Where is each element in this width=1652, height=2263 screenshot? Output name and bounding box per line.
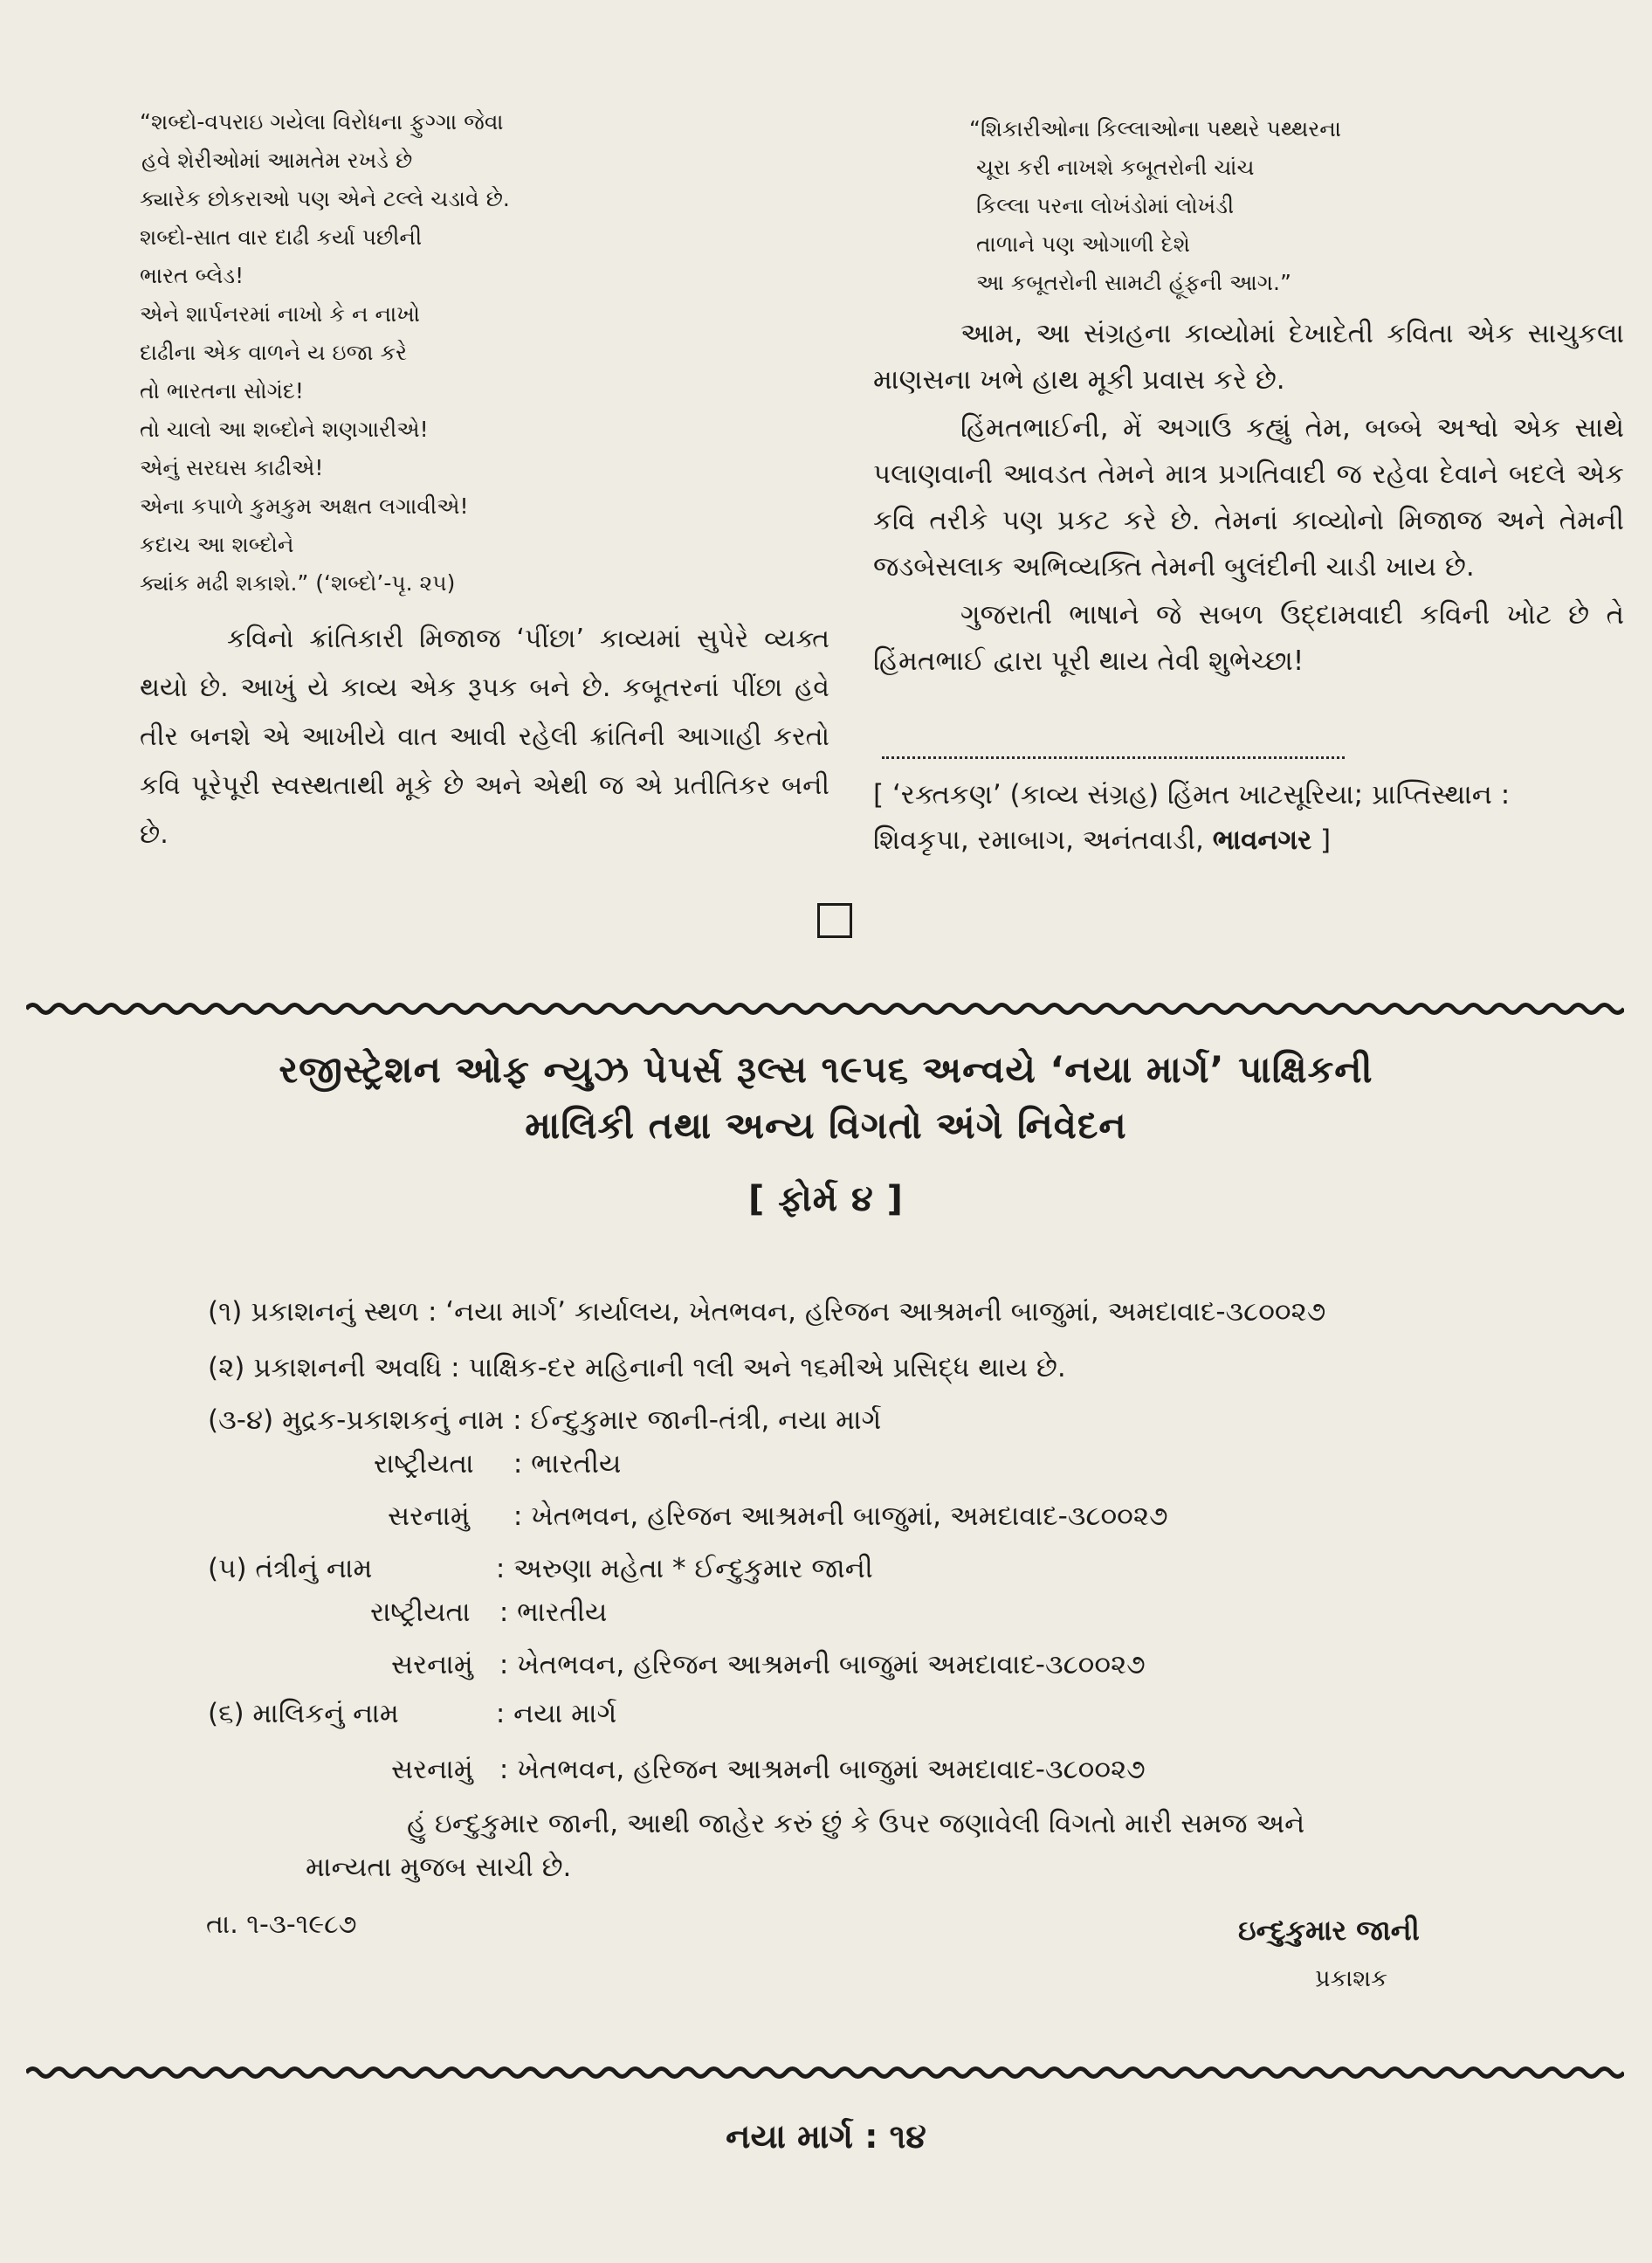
form-item-separator: : [513, 1448, 523, 1480]
right-column [873, 110, 1624, 685]
form-item-address [388, 1499, 1168, 1534]
bottom-wavy-rule [26, 2065, 1624, 2080]
form-item-label: સરનામું [391, 1649, 473, 1680]
form-item-6 [208, 1696, 616, 1731]
poem-line: કદાચ આ શબ્દોને [140, 532, 294, 557]
book-citation [873, 772, 1642, 863]
form-item-value: ઈન્દુકુમાર જાની-તંત્રી, નયા માર્ગ [530, 1404, 882, 1436]
poem-line: “શિકારીઓના કિલ્લાઓના પથ્થરે પથ્થરના [969, 116, 1341, 141]
form-item-5 [208, 1551, 873, 1586]
form-item-value: ખેતભવન, હરિજન આશ્રમની બાજુમાં અમદાવાદ-૩૮૦૦૨૭ [517, 1649, 1146, 1680]
poem-line: “શબ્દો-વપરાઇ ગયેલા વિરોધના ફુગ્ગા જેવા [140, 109, 504, 135]
top-wavy-rule [26, 1001, 1624, 1017]
form-item-label: (૩-૪) મુદ્રક-પ્રકાશકનું નામ [208, 1404, 505, 1436]
form-item-value: ખેતભવન, હરિજન આશ્રમની બાજુમાં અમદાવાદ-૩૮૦૦૨૭ [517, 1754, 1146, 1785]
citation-close: ] [1311, 824, 1332, 856]
form-item-separator: : [451, 1352, 460, 1383]
signature-name: ઇન્દુકુમાર જાની [1238, 1914, 1420, 1947]
right-paragraph: આમ, આ સંગ્રહના કાવ્યોમાં દેખાદેતી કવિતા એક સાચુકલા માણસના ખભે હાથ મૂકી પ્રવાસ કરે છે. [873, 318, 1624, 396]
form-item-label: સરનામું [391, 1754, 473, 1785]
form-item-address [391, 1752, 1146, 1787]
poem-line: તાળાને પણ ઓગાળી દેશે [976, 231, 1190, 257]
section-end-box [817, 903, 852, 938]
form-item-label: રાષ્ટ્રીયતા [374, 1448, 474, 1480]
form-item-separator: : [499, 1754, 509, 1785]
form-item-separator: : [499, 1597, 509, 1628]
form-item-label: (૬) માલિકનું નામ [208, 1698, 399, 1729]
form-item-label: સરનામું [388, 1501, 470, 1532]
right-paragraph: ગુજરાતી ભાષાને જે સબળ ઉદ્દામવાદી કવિની ખોટ છે તે હિંમતભાઈ દ્વારા પૂરી થાય તેવી શુભેચ્છા! [873, 599, 1624, 677]
right-poem [969, 110, 1624, 302]
form-item-separator: : [513, 1501, 523, 1532]
poem-line: ચૂરા કરી નાખશે કબૂતરોની ચાંચ [976, 155, 1255, 180]
poem-line: એના કપાળે કુમકુમ અક્ષત લગાવીએ! [140, 493, 469, 519]
left-poem [140, 103, 838, 603]
poem-line: એને શાર્પનરમાં નાખો કે ન નાખો [140, 301, 421, 327]
form-item-value: ‘નયા માર્ગ’ કાર્યાલય, ખેતભવન, હરિજન આશ્રમની બાજુમાં, અમદાવાદ-૩૮૦૦૨૭ [445, 1296, 1326, 1328]
poem-line: તો ભારતના સોગંદ! [140, 378, 304, 404]
citation-divider [882, 756, 1345, 759]
notice-date: તા. ૧-૩-૧૯૮૭ [206, 1909, 357, 1940]
form-item-value: પાક્ષિક-દર મહિનાની ૧લી અને ૧૬મીએ પ્રસિદ્ધ થાય છે. [468, 1352, 1066, 1383]
citation-city: ભાવનગર [1212, 824, 1312, 856]
form-item-separator: : [427, 1296, 437, 1328]
form-item-value: ભારતીય [531, 1448, 622, 1480]
citation-line-2 [873, 818, 1642, 863]
notice-heading-line-2: માલિકી તથા અન્ય વિગતો અંગે નિવેદન [525, 1104, 1127, 1147]
citation-line-1: [ ‘રક્તકણ’ (કાવ્ય સંગ્રહ) હિંમત ખાટસૂરિયા; પ્રાપ્તિસ્થાન : [873, 779, 1511, 811]
poem-line: ક્યાંક મઢી શકાશે.” (‘શબ્દો’-પૃ. ૨૫) [140, 570, 456, 596]
poem-line: ભારત બ્લેડ! [140, 263, 244, 288]
declaration-line-1: હું ઇન્દુકુમાર જાની, આથી જાહેર કરું છું કે ઉપર જણાવેલી વિગતો મારી સમજ અને [407, 1808, 1305, 1839]
poem-line: કિલ્લા પરના લોખંડોમાં લોખંડી [976, 193, 1235, 218]
poem-line: એનું સરઘસ કાઢીએ! [140, 455, 324, 480]
form-item-2 [208, 1350, 1066, 1385]
form-item-label: (૫) તંત્રીનું નામ [208, 1553, 373, 1584]
form-item-label: (૧) પ્રકાશનનું સ્થળ [208, 1296, 420, 1328]
citation-address: શિવકૃપા, રમાબાગ, અનંતવાડી, [873, 824, 1213, 856]
form-item-label: રાષ્ટ્રીયતા [370, 1597, 471, 1628]
form-item-separator: : [499, 1649, 509, 1680]
form-item-1 [208, 1294, 1325, 1329]
left-column [140, 103, 838, 859]
signature-role: પ્રકાશક [1315, 1965, 1388, 1992]
declaration-line-2: માન્યતા મુજબ સાચી છે. [306, 1852, 572, 1883]
poem-line: આ કબૂતરોની સામટી હૂંફની આગ.” [976, 270, 1291, 295]
form-item-value: અરુણા મહેતા * ઈન્દુકુમાર જાની [513, 1553, 873, 1584]
form-item-separator: : [513, 1404, 522, 1436]
left-paragraph: કવિનો ક્રાંતિકારી મિજાજ ‘પીંછા’ કાવ્યમાં સુપેરે વ્યક્ત થયો છે. આખું યે કાવ્ય એક રૂપક બને છે. કબૂતરનાં પીંછા હવે તીર બનશે એ આખીયે વાત આવી રહેલી ક્રાંતિની આગાહી કરતો કવિ પૂરેપૂરી સ્વસ્થતાથી મૂકે છે અને એથી જ એ પ્રતીતિકર બની છે. [140, 624, 829, 850]
poem-line: દાઢીના એક વાળને ય ઇજા કરે [140, 340, 408, 365]
form-item-separator: : [495, 1553, 506, 1584]
form-item-address [391, 1647, 1146, 1682]
form-item-value: ખેતભવન, હરિજન આશ્રમની બાજુમાં, અમદાવાદ-૩૮૦૦૨૭ [531, 1501, 1168, 1532]
page-footer: નયા માર્ગ : ૧૪ [726, 2117, 926, 2156]
notice-heading-line-1: રજીસ્ટ્રેશન ઓફ ન્યુઝ પેપર્સ રૂલ્સ ૧૯૫૬ અન્વયે ‘નયા માર્ગ’ પાક્ષિકની [279, 1048, 1373, 1091]
form-item-3-4 [208, 1403, 881, 1438]
form-item-value: નયા માર્ગ [513, 1698, 617, 1729]
form-label: [ ફોર્મ ૪ ] [748, 1179, 904, 1219]
form-item-value: ભારતીય [517, 1597, 608, 1628]
form-item-nationality [374, 1446, 621, 1481]
form-item-label: (૨) પ્રકાશનની અવધિ [208, 1352, 443, 1383]
form-item-nationality [370, 1595, 607, 1630]
poem-line: તો ચાલો આ શબ્દોને શણગારીએ! [140, 417, 429, 442]
poem-line: હવે શેરીઓમાં આમતેમ રખડે છે [141, 148, 413, 173]
poem-line: શબ્દો-સાત વાર દાઢી કર્યા પછીની [140, 224, 423, 250]
right-paragraph: હિંમતભાઈની, મેં અગાઉ કહ્યું તેમ, બબ્બે અશ્વો એક સાથે પલાણવાની આવડત તેમને માત્ર પ્રગતિવાદી જ રહેવા દેવાને બદલે એક કવિ તરીકે પણ પ્રકટ કરે છે. તેમનાં કાવ્યોનો મિજાજ અને તેમની જડબેસલાક અભિવ્યક્તિ તેમની બુલંદીની ચાડી ખાય છે. [873, 412, 1624, 583]
poem-line: ક્યારેક છોકરાઓ પણ એને ટલ્લે ચડાવે છે. [140, 186, 510, 211]
form-item-separator: : [495, 1698, 506, 1729]
